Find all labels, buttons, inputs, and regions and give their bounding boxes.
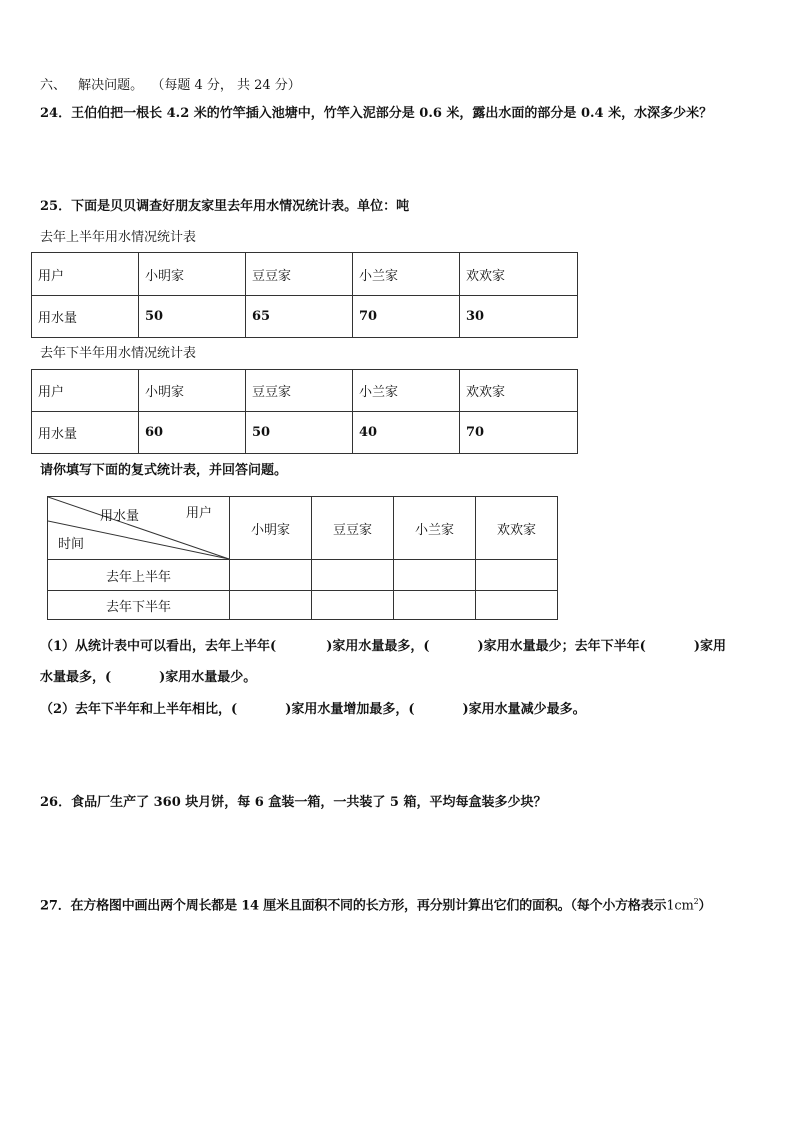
table1-data-row	[32, 296, 578, 338]
blank-cell[interactable]	[394, 591, 476, 620]
table-cell: 30	[460, 296, 578, 338]
table-cell: 小兰家	[353, 370, 460, 412]
blank-cell[interactable]	[230, 560, 312, 591]
table-cell: 用水量	[32, 412, 139, 454]
table2-header-row	[32, 370, 578, 412]
table-cell: 50	[246, 412, 353, 454]
sub-question-1-line2	[40, 670, 256, 686]
compound-table-prompt: 请你填写下面的复式统计表，并回答问题。	[40, 463, 288, 478]
text-run: )家用水量增加最多，(	[285, 702, 415, 717]
question-24: 24．王伯伯把一根长 4.2 米的竹竿插入池塘中，竹竿入泥部分是 0.6 米，露出水面的部分是 0.4 米，水深多少米？	[40, 106, 713, 121]
sub-question-2	[40, 702, 586, 718]
table-cell: 豆豆家	[246, 370, 353, 412]
section-title: 解决问题。	[78, 78, 144, 93]
compound-row-label: 去年上半年	[48, 560, 230, 591]
table2-data-row	[32, 412, 578, 454]
unit-exponent: 2	[693, 897, 699, 906]
compound-table	[47, 496, 558, 620]
table-cell: 豆豆家	[246, 253, 353, 296]
question-26: 26．食品厂生产了 360 块月饼，每 6 盒装一箱，一共装了 5 箱，平均每盒装多少块？	[40, 795, 547, 810]
compound-column-header: 小明家	[230, 497, 312, 560]
table-cell: 小兰家	[353, 253, 460, 296]
compound-row	[48, 591, 558, 620]
diagonal-label-time: 时间	[58, 537, 85, 552]
compound-row	[48, 560, 558, 591]
table-cell: 小明家	[139, 370, 246, 412]
question-25-intro: 25．下面是贝贝调查好朋友家里去年用水情况统计表。单位：吨	[40, 199, 410, 214]
table-cell: 用户	[32, 370, 139, 412]
table2	[31, 369, 578, 454]
table-cell: 70	[353, 296, 460, 338]
text-run: 27．在方格图中画出两个周长都是 14 厘米且面积不同的长方形，再分别计算出它们的面积。（每个小方格表示	[40, 898, 667, 914]
section-heading	[40, 78, 301, 94]
text-run: （2）去年下半年和上半年相比，(	[40, 702, 238, 717]
compound-column-header: 豆豆家	[312, 497, 394, 560]
table-cell: 70	[460, 412, 578, 454]
text-run: )家用	[693, 639, 726, 654]
compound-header-row	[48, 497, 558, 560]
table-cell: 用水量	[32, 296, 139, 338]
section-score: （每题 4 分， 共 24 分）	[151, 78, 301, 93]
text-run: ）	[698, 898, 712, 914]
table1-caption: 去年上半年用水情况统计表	[40, 230, 197, 245]
table1-header-row	[32, 253, 578, 296]
blank-cell[interactable]	[476, 560, 558, 591]
table1	[31, 252, 578, 338]
blank-cell[interactable]	[312, 560, 394, 591]
diagonal-label-water: 用水量	[100, 509, 140, 524]
table-cell: 欢欢家	[460, 370, 578, 412]
blank-cell[interactable]	[312, 591, 394, 620]
blank-cell[interactable]	[394, 560, 476, 591]
diagonal-label-user: 用户	[186, 506, 213, 521]
compound-row-label: 去年下半年	[48, 591, 230, 620]
unit-cm: 1cm	[666, 898, 694, 914]
question-27	[40, 894, 711, 914]
section-number: 六、	[40, 78, 67, 93]
text-run: )家用水量减少最多。	[462, 702, 586, 717]
table-cell: 50	[139, 296, 246, 338]
compound-column-header: 欢欢家	[476, 497, 558, 560]
diagonal-header-cell	[48, 497, 230, 560]
sub-question-1-line1	[40, 639, 726, 655]
text-run: )家用水量最多，(	[326, 639, 430, 654]
blank-cell[interactable]	[476, 591, 558, 620]
text-run: )家用水量最少。	[159, 670, 257, 685]
table-cell: 欢欢家	[460, 253, 578, 296]
table-cell: 65	[246, 296, 353, 338]
table-cell: 用户	[32, 253, 139, 296]
blank-cell[interactable]	[230, 591, 312, 620]
text-run: 水量最多，(	[40, 670, 112, 685]
table-cell: 40	[353, 412, 460, 454]
compound-column-header: 小兰家	[394, 497, 476, 560]
text-run: （1）从统计表中可以看出，去年上半年(	[40, 639, 277, 654]
text-run: )家用水量最少；去年下半年(	[477, 639, 646, 654]
table-cell: 60	[139, 412, 246, 454]
table2-caption: 去年下半年用水情况统计表	[40, 346, 197, 361]
table-cell: 小明家	[139, 253, 246, 296]
